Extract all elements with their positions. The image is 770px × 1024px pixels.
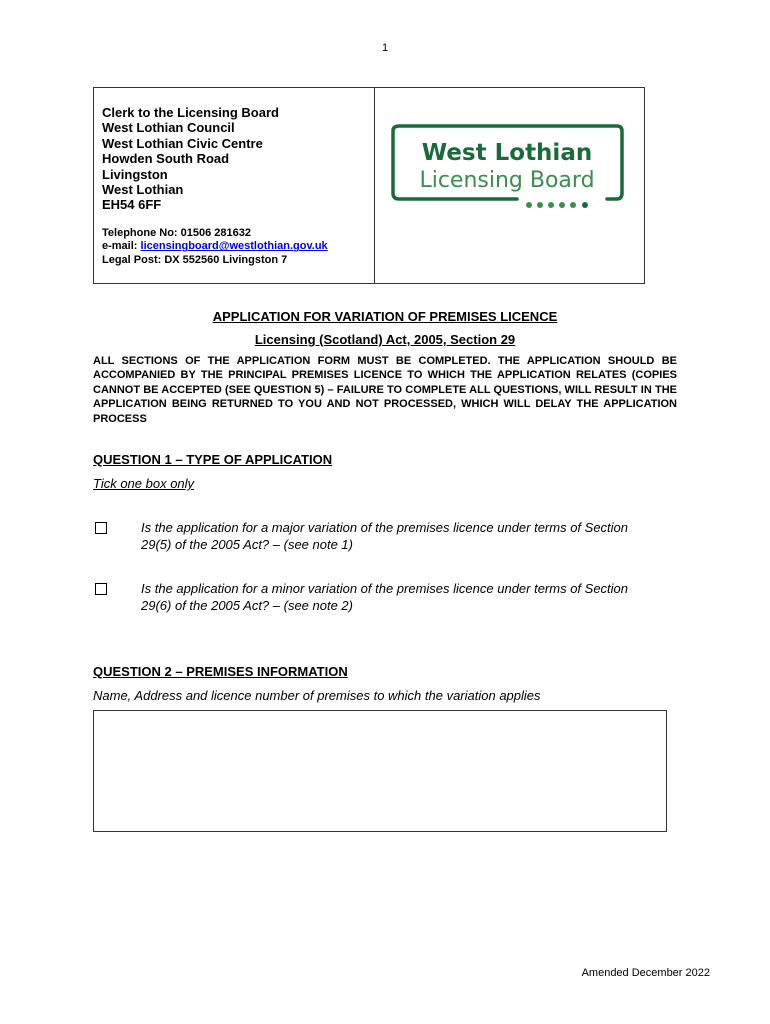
address-line: EH54 6FF	[102, 197, 162, 213]
address-line: Clerk to the Licensing Board	[102, 105, 279, 120]
logo-cell	[375, 88, 644, 283]
question1-heading: QUESTION 1 – TYPE OF APPLICATION	[93, 452, 333, 467]
logo-dot	[526, 202, 532, 208]
header-box	[93, 87, 645, 284]
address-line: West Lothian Council	[102, 120, 235, 136]
page-number: 1	[381, 42, 389, 54]
address-line: Howden South Road	[102, 151, 230, 167]
logo-dot	[582, 202, 588, 208]
major-variation-label: Is the application for a major variation of the premises licence under terms of Section 29(5) of the 2005 Act? – (see note 1)	[141, 520, 629, 552]
premises-info-field[interactable]	[93, 710, 667, 832]
question2-instruction: Name, Address and licence number of premises to which the variation applies	[93, 688, 541, 703]
email-label: e-mail:	[102, 240, 141, 253]
notice-text: ALL SECTIONS OF THE APPLICATION FORM MUST BE COMPLETED. THE APPLICATION SHOULD BE ACCOMPANIED BY THE PRINCIPAL PREMISES LICENCE TO WHICH THE APPLICATION RELATES (COPIES CANNOT BE ACCEPTED (SEE QUESTION 5) – FAILURE TO COMPLETE ALL QUESTIONS, WILL RESULT IN THE APPLICATION BEING RETURNED TO YOU AND NOT PROCESSED, WHICH WILL DELAY THE APPLICATION PROCESS	[93, 355, 677, 425]
amended-date: Amended December 2022	[581, 967, 710, 979]
telephone: Telephone No: 01506 281632	[102, 226, 251, 239]
contact-block	[102, 227, 374, 268]
form-subtitle: Licensing (Scotland) Act, 2005, Section 29	[254, 332, 516, 347]
form-title: APPLICATION FOR VARIATION OF PREMISES LICENCE	[212, 309, 558, 324]
address-line: West Lothian Civic Centre	[102, 135, 263, 151]
question2-heading: QUESTION 2 – PREMISES INFORMATION	[93, 664, 348, 679]
logo-dot	[570, 202, 576, 208]
email-link[interactable]: licensingboard@westlothian.gov.uk	[140, 240, 328, 253]
minor-variation-checkbox[interactable]	[95, 583, 107, 595]
address-block	[94, 88, 375, 283]
logo-dot	[548, 202, 554, 208]
logo-line2: Licensing Board	[419, 168, 595, 193]
email-line	[102, 240, 374, 254]
question1-instruction: Tick one box only	[93, 476, 195, 491]
legal-post: Legal Post: DX 552560 Livingston 7	[102, 253, 288, 266]
logo-line1: West Lothian	[421, 140, 593, 166]
address-line: West Lothian	[102, 182, 184, 198]
minor-variation-label: Is the application for a minor variation of the premises licence under terms of Section 29(6) of the 2005 Act? – (see note 2)	[141, 581, 629, 613]
address-line: Livingston	[102, 166, 168, 182]
licensing-board-logo	[389, 123, 627, 211]
logo-dot	[537, 202, 543, 208]
major-variation-checkbox[interactable]	[95, 522, 107, 534]
logo-dot	[559, 202, 565, 208]
